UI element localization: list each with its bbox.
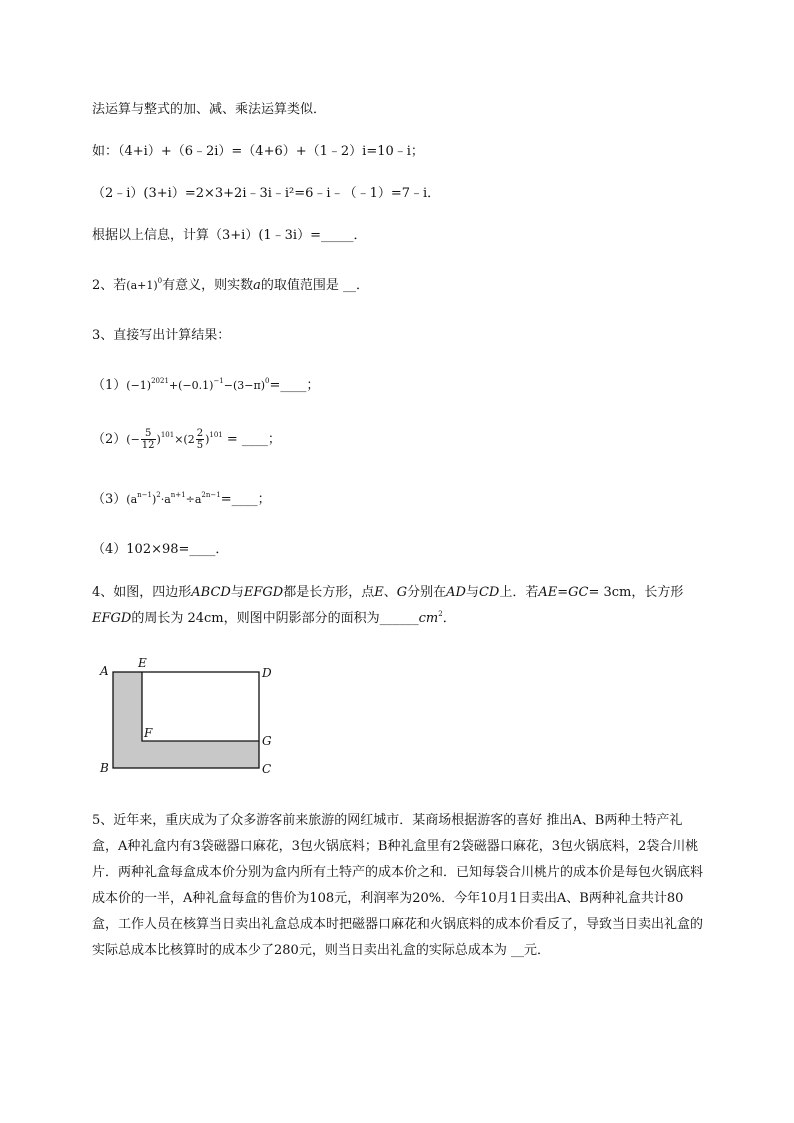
q4-gc: GC — [568, 585, 589, 600]
q3-part3-exp3: 2n−1 — [201, 491, 221, 499]
q3-part2-fraction1 — [141, 428, 156, 451]
q4-t2: 与 — [230, 585, 244, 600]
q4-end: ． — [442, 611, 456, 626]
q4-t1: 4、如图，四边形 — [92, 585, 192, 600]
q3-part2-fraction2 — [196, 428, 204, 451]
q3-part1-exp3: 0 — [265, 377, 270, 385]
q3-part3-term3: ÷a — [185, 493, 202, 506]
q3-part2-rparen2: ) — [205, 433, 210, 446]
q4-point-g: G — [396, 585, 408, 600]
q2-suffix: 的取值范围是 __． — [260, 278, 370, 293]
q3-part3-answer: =____； — [220, 492, 271, 507]
q4-figure — [95, 655, 285, 780]
q3-part2-num2: 2 — [196, 428, 204, 439]
q3-part1-term1: (−1) — [126, 379, 152, 392]
q4-label-e: E — [138, 656, 147, 670]
q4-unit-exp: 2 — [438, 610, 443, 618]
q1-example1: 如：（4+i）+（6﹣2i）=（4+6）+（1﹣2）i=10﹣i； — [92, 144, 424, 159]
q4-label-f: F — [144, 726, 153, 740]
q1-example2: （2﹣i）(3+i）=2×3+2i﹣3i﹣i²=6﹣i﹣（﹣1）=7﹣i． — [92, 186, 441, 201]
q2-exp: 0 — [157, 277, 163, 285]
q3-part1-label: （1） — [92, 378, 127, 393]
q3-part3-exp1-outer: 2 — [156, 491, 161, 499]
q3-part2-num1: 5 — [141, 428, 156, 440]
q3-part1 — [92, 376, 319, 396]
q3-part3-term1-close: ) — [151, 493, 157, 506]
q4-abcd: ABCD — [191, 585, 231, 600]
q4-t4: 、 — [383, 585, 397, 600]
q4-eq1: = — [557, 585, 569, 600]
q3-part3-exp1: n−1 — [137, 491, 152, 499]
q1-question: 根据以上信息，计算（3+i）(1﹣3i）=_____． — [92, 228, 367, 243]
q3-part3-exp2: n+1 — [170, 491, 186, 499]
q3-part3-label: （3） — [92, 492, 127, 507]
q4-point-e: E — [374, 585, 384, 600]
q4-t6: 与 — [465, 585, 479, 600]
q3-part3 — [92, 490, 271, 510]
q3-part1-exp2: −1 — [213, 377, 224, 385]
q1-intro: 法运算与整式的加、减、乘法运算类似． — [92, 102, 327, 117]
q4-label-b: B — [100, 761, 109, 775]
q5-text: 5、近年来，重庆成为了众多游客前来旅游的网红城市．某商场根据游客的喜好 推出A、B两种土特产礼盒，A种礼盒内有3袋磁器口麻花，3包火锅底料；B种礼盒里有2袋磁器口麻花，3包火锅底料，2袋合川桃片．两种礼盒每盒成本价分别为盒内所有土特产的成本价之和．已知每袋合川桃片的成本价是每包火锅底料成本价的一半，A种礼盒每盒的售价为108元，利润率为20%．今年10月1日卖出A、B两种礼盒共计80盒，工作人员在核算当日卖出礼盒总成本时把磁器口麻花和火锅底料的成本价看反了，导致当日卖出礼盒的实际总成本比核算时的成本少了280元，则当日卖出礼盒的实际总成本为 __元． — [92, 813, 704, 958]
q3-part2-exp1: 101 — [160, 431, 175, 439]
q4-label-g: G — [262, 734, 272, 748]
q3-part4-text: 102×98=____． — [126, 542, 229, 557]
q4-ad: AD — [446, 585, 466, 600]
q2 — [92, 276, 369, 296]
q4-efgd2: EFGD — [92, 611, 132, 626]
q4-shaded-region — [113, 672, 259, 768]
q4-label-d: D — [262, 666, 272, 680]
q3-part1-term3: −(3−π) — [223, 379, 266, 392]
q2-number: 2、 — [92, 278, 114, 293]
q2-expr: (a+1) — [126, 279, 158, 292]
q3-title: 3、直接写出计算结果： — [92, 328, 231, 343]
q4-label-c: C — [262, 762, 272, 776]
q3-part4 — [92, 540, 228, 560]
q3-part2-lparen: (− — [126, 433, 140, 446]
q3-part3-term1: (a — [126, 493, 138, 506]
q4-label-a: A — [100, 664, 109, 678]
q3-part3-term2: ·a — [160, 493, 171, 506]
q3-part2 — [92, 428, 281, 451]
q4-text — [92, 580, 707, 632]
q3-part2-label: （2） — [92, 432, 127, 447]
q3-part2-rparen: ) — [156, 433, 161, 446]
q4-t7: 上．若 — [499, 585, 539, 600]
q4-ae: AE — [538, 585, 558, 600]
q4-t3: 都是长方形，点 — [283, 585, 375, 600]
q4-eq2: = 3cm，长方形 — [588, 585, 684, 600]
q3-part2-den2: 5 — [196, 440, 204, 451]
q3-part2-den1: 12 — [141, 440, 155, 451]
q3-part2-answer: = ____； — [222, 432, 281, 447]
q3-part1-answer: =____； — [269, 378, 320, 393]
q4-t8: 的周长为 24cm，则图中阴影部分的面积为______ — [131, 611, 419, 626]
q3-part2-exp2: 101 — [209, 431, 223, 439]
q3-part1-exp1: 2021 — [151, 377, 169, 385]
q4-rect-efgd — [142, 672, 259, 741]
q3-part4-label: （4） — [92, 542, 127, 557]
q4-cd: CD — [478, 585, 500, 600]
q2-prefix: 若 — [113, 278, 127, 293]
q4-unit: cm — [418, 611, 439, 626]
q2-var: a — [253, 278, 261, 293]
q3-part1-term2: +(−0.1) — [168, 379, 214, 392]
q4-efgd: EFGD — [243, 585, 284, 600]
q4-t5: 分别在 — [407, 585, 447, 600]
q2-mid: 有意义，则实数 — [162, 278, 254, 293]
q3-part2-mul: ×(2 — [174, 433, 195, 446]
